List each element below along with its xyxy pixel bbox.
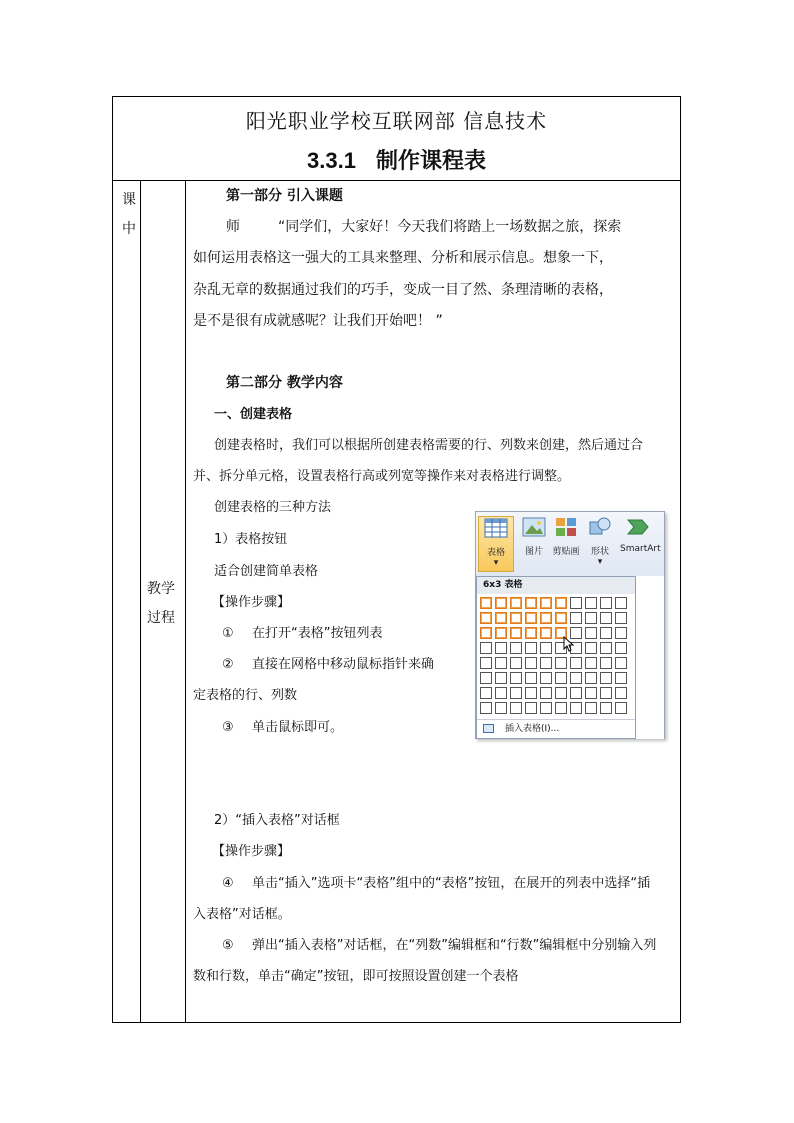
grid-cell[interactable] [495,627,507,639]
grid-cell[interactable] [510,627,522,639]
grid-cell[interactable] [555,672,567,684]
teacher-line-3: 杂乱无章的数据通过我们的巧手，变成一目了然、条理清晰的表格， [193,282,613,298]
grid-cell[interactable] [570,672,582,684]
grid-cell[interactable] [615,612,627,624]
grid-cell[interactable] [480,627,492,639]
grid-cell[interactable] [555,702,567,714]
grid-cell[interactable] [570,597,582,609]
grid-cell[interactable] [480,672,492,684]
step-4-continued: 入表格”对话框。 [193,907,291,922]
clipart-icon [554,516,578,538]
grid-cell[interactable] [585,657,597,669]
grid-cell[interactable] [495,657,507,669]
grid-cell[interactable] [600,627,612,639]
step-2 [222,658,434,671]
teacher-line-4: 是不是很有成就感呢？让我们开始吧！ ” [193,313,443,329]
grid-cell[interactable] [480,702,492,714]
school-title: 阳光职业学校互联网部 信息技术 [245,109,548,133]
dropdown-arrow-icon: ▾ [493,558,499,568]
smartart-button-label: SmartArt [620,544,661,554]
grid-cell[interactable] [555,687,567,699]
grid-cell[interactable] [540,657,552,669]
step-5 [222,939,656,952]
grid-cell[interactable] [555,657,567,669]
grid-cell[interactable] [540,702,552,714]
picture-icon [522,516,546,538]
step-4 [222,877,650,890]
insert-table-label: 插入表格(I)... [505,724,560,734]
teacher-prefix: 师 [226,219,240,235]
picture-button[interactable] [516,516,552,572]
grid-cell[interactable] [495,702,507,714]
grid-cell[interactable] [570,657,582,669]
grid-cell[interactable] [585,612,597,624]
grid-cell[interactable] [600,702,612,714]
insert-table-menu-item[interactable] [477,719,635,738]
grid-cell[interactable] [555,612,567,624]
grid-cell[interactable] [540,612,552,624]
grid-size-header: 6x3 表格 [477,577,635,594]
grid-cell[interactable] [525,642,537,654]
grid-cell[interactable] [585,597,597,609]
grid-cell[interactable] [495,612,507,624]
grid-cell[interactable] [510,642,522,654]
label-zhong: 中 [122,221,136,237]
mouse-cursor-icon [563,636,575,652]
grid-cell[interactable] [525,687,537,699]
grid-cell[interactable] [585,627,597,639]
grid-cell[interactable] [510,612,522,624]
clipart-button[interactable] [548,516,584,572]
shapes-button-label: 形状 [590,547,609,557]
part2-heading: 第二部分 教学内容 [226,375,343,391]
section1-line-2: 并、拆分单元格，设置表格行高或列宽等操作来对表格进行调整。 [193,469,571,484]
grid-cell[interactable] [585,687,597,699]
grid-cell[interactable] [480,657,492,669]
grid-cell[interactable] [510,657,522,669]
steps-label-2: 【操作步骤】 [212,844,291,859]
label-ke: 课 [122,192,136,208]
grid-cell[interactable] [615,702,627,714]
section1-heading: 一、创建表格 [214,407,293,422]
label-guocheng: 过程 [147,610,175,626]
insert-table-icon [483,724,494,733]
grid-cell[interactable] [615,597,627,609]
step-4-text: 单击“插入”选项卡“表格”组中的“表格”按钮，在展开的列表中选择“插 [252,876,651,891]
smartart-button[interactable] [620,516,661,572]
grid-cell[interactable] [570,687,582,699]
grid-cell[interactable] [510,672,522,684]
grid-cell[interactable] [540,672,552,684]
step-1 [222,627,382,640]
step-1-number: ① [222,626,234,641]
grid-cell[interactable] [585,642,597,654]
table-button[interactable] [478,516,514,572]
grid-cell[interactable] [510,597,522,609]
grid-cell[interactable] [540,642,552,654]
grid-cell[interactable] [585,702,597,714]
grid-cell[interactable] [540,627,552,639]
grid-cell[interactable] [615,642,627,654]
table-dropdown [476,576,636,739]
title-divider [113,180,680,181]
picture-button-label: 图片 [524,547,543,557]
step-5-continued: 数和行数，单击“确定”按钮，即可按照设置创建一个表格 [193,969,519,984]
grid-cell[interactable] [570,702,582,714]
step-1-text: 在打开“表格”按钮列表 [252,626,383,641]
label-jiaoxue: 教学 [147,581,175,597]
grid-cell[interactable] [525,657,537,669]
shapes-dropdown-icon: ▾ [597,557,603,567]
grid-cell[interactable] [510,702,522,714]
grid-cell[interactable] [495,597,507,609]
step-2-text: 直接在网格中移动鼠标指针来确 [252,657,435,672]
method1-title: 1）表格按钮 [214,532,288,547]
step-2-number: ② [222,657,234,672]
grid-cell[interactable] [585,672,597,684]
step-4-number: ④ [222,876,234,891]
shapes-icon [588,516,612,538]
grid-cell[interactable] [615,687,627,699]
grid-cell[interactable] [480,642,492,654]
method1-desc: 适合创建简单表格 [214,564,319,579]
grid-cell[interactable] [495,687,507,699]
smartart-icon [626,516,650,538]
grid-cell[interactable] [525,672,537,684]
teacher-line-1: “同学们，大家好！今天我们将踏上一场数据之旅，探索 [278,219,622,235]
grid-cell[interactable] [480,612,492,624]
table-button-label: 表格 [486,548,505,558]
grid-cell[interactable] [600,672,612,684]
shapes-button[interactable] [582,516,618,572]
lesson-number: 3.3.1 [307,148,356,173]
grid-cell[interactable] [540,687,552,699]
method2-title: 2）“插入表格”对话框 [214,813,340,828]
table-icon [484,517,508,539]
part1-heading: 第一部分 引入课题 [226,188,343,204]
grid-cell[interactable] [495,642,507,654]
section1-line-1: 创建表格时，我们可以根据所创建表格需要的行、列数来创建，然后通过合 [214,438,644,453]
grid-cell[interactable] [600,687,612,699]
step-3-number: ③ [222,720,234,735]
lesson-name: 制作课程表 [375,149,486,174]
grid-cell[interactable] [615,657,627,669]
insert-ribbon [476,512,664,577]
step-2-continued: 定表格的行、列数 [193,688,298,703]
grid-cell[interactable] [615,627,627,639]
grid-cell[interactable] [525,627,537,639]
step-3 [222,721,343,734]
grid-cell[interactable] [525,597,537,609]
grid-cell[interactable] [570,612,582,624]
grid-cell[interactable] [480,597,492,609]
grid-cell[interactable] [540,597,552,609]
teacher-line-2: 如何运用表格这一强大的工具来整理、分析和展示信息。想象一下， [193,250,613,266]
clipart-button-label: 剪贴画 [552,547,580,557]
grid-cell[interactable] [600,642,612,654]
grid-cell[interactable] [510,687,522,699]
step-3-text: 单击鼠标即可。 [252,720,344,735]
methods-intro: 创建表格的三种方法 [214,500,332,515]
grid-cell[interactable] [495,672,507,684]
grid-cell[interactable] [600,657,612,669]
steps-label-1: 【操作步骤】 [212,595,291,610]
grid-cell[interactable] [480,687,492,699]
step-5-number: ⑤ [222,938,234,953]
step-5-text: 弹出“插入表格”对话框，在“列数”编辑框和“行数”编辑框中分别输入列 [252,938,657,953]
grid-cell[interactable] [555,597,567,609]
grid-cell[interactable] [600,612,612,624]
grid-cell[interactable] [600,597,612,609]
lesson-title [113,144,680,175]
grid-cell[interactable] [525,702,537,714]
ribbon-side-panel [636,576,664,739]
column-divider-2 [185,181,186,1023]
ribbon-screenshot [475,511,665,739]
column-divider-1 [140,181,141,1023]
grid-cell[interactable] [525,612,537,624]
grid-cell[interactable] [615,672,627,684]
